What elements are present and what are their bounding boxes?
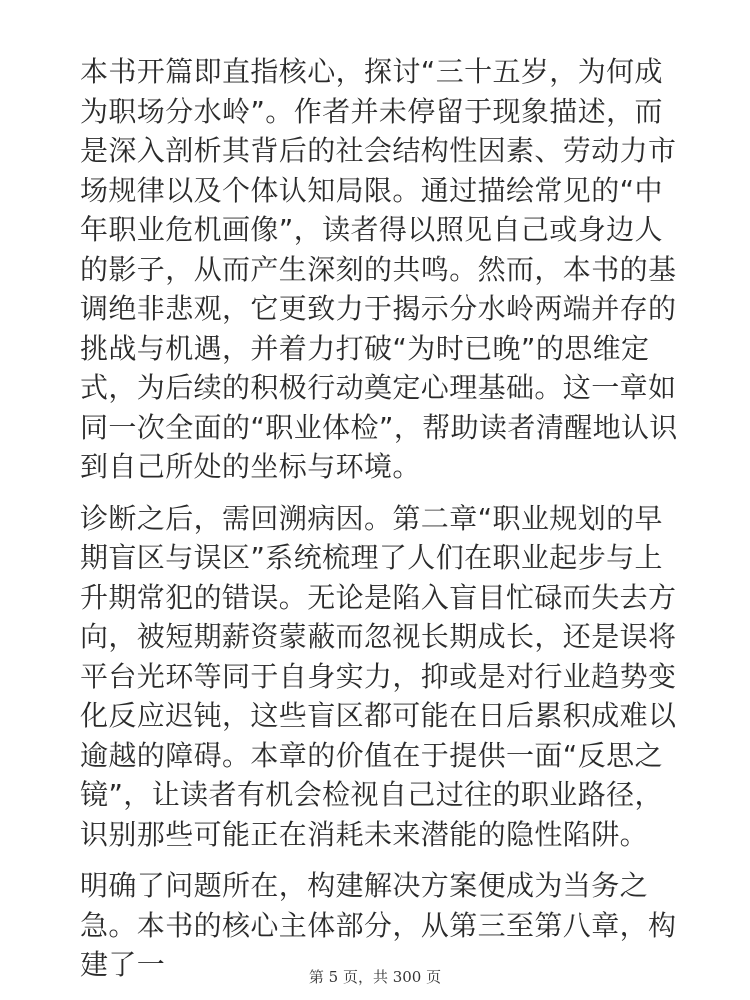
page-number-footer: 第 5 页，共 300 页	[308, 968, 442, 986]
paragraph-1: 本书开篇即直指核心，探讨“三十五岁，为何成为职场分水岭”。作者并未停留于现象描述，而是深入剖析其背后的社会结构性因素、劳动力市场规律以及个体认知局限。通过描绘常见的“中年职业危机画像”，读者得以照见自己或身边人的影子，从而产生深刻的共鸣。然而，本书的基调绝非悲观，它更致力于揭示分水岭两端并存的挑战与机遇，并着力打破“为时已晚”的思维定式，为后续的积极行动奠定心理基础。这一章如同一次全面的“职业体检”，帮助读者清醒地认识到自己所处的坐标与环境。	[80, 55, 678, 483]
paragraph-2: 诊断之后，需回溯病因。第二章“职业规划的早期盲区与误区”系统梳理了人们在职业起步与上升期常犯的错误。无论是陷入盲目忙碌而失去方向，被短期薪资蒙蔽而忽视长期成长，还是误将平台光环等同于自身实力，抑或是对行业趋势变化反应迟钝，这些盲区都可能在日后累积成难以逾越的障碍。本章的价值在于提供一面“反思之镜”，让读者有机会检视自己过往的职业路径，识别那些可能正在消耗未来潜能的隐性陷阱。	[80, 501, 677, 851]
paragraph-3: 明确了问题所在，构建解决方案便成为当务之急。本书的核心主体部分，从第三至第八章，构建了一	[80, 869, 677, 981]
body-text	[80, 52, 680, 997]
